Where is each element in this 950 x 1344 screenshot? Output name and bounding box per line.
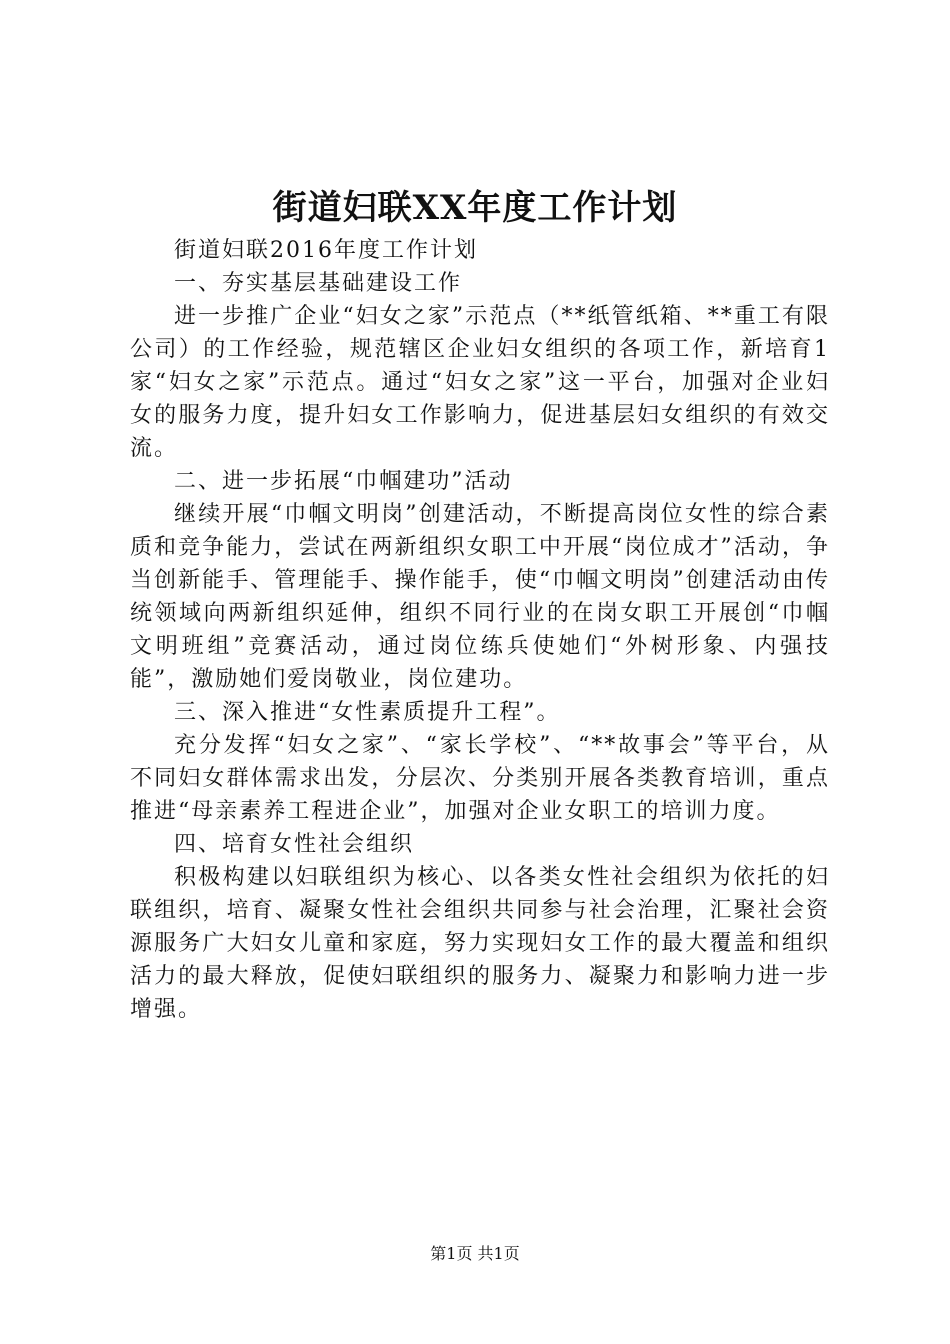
section-heading-4: 四、培育女性社会组织 xyxy=(174,832,415,857)
body-paragraph-4: 积极构建以妇联组织为核心、以各类女性社会组织为依托的妇联组织，培育、凝聚女性社会组织共同参与社会治理，汇聚社会资源服务广大妇女儿童和家庭，努力实现妇女工作的最大覆盖和组织活力的最大释放，促使妇联组织的服务力、凝聚力和影响力进一步增强。 xyxy=(130,865,830,1022)
section-heading-2: 二、进一步拓展“巾帼建功”活动 xyxy=(174,469,513,494)
page-number-footer: 第1页 共1页 xyxy=(430,1244,520,1263)
document-body xyxy=(130,234,830,1026)
section-heading-1: 一、夯实基层基础建设工作 xyxy=(174,271,463,296)
subtitle-paragraph: 街道妇联2016年度工作计划 xyxy=(174,238,478,263)
body-paragraph-2: 继续开展“巾帼文明岗”创建活动，不断提高岗位女性的综合素质和竞争能力，尝试在两新组织女职工中开展“岗位成才”活动，争当创新能手、管理能手、操作能手，使“巾帼文明岗”创建活动由传统领域向两新组织延伸，组织不同行业的在岗女职工开展创“巾帼文明班组”竞赛活动，通过岗位练兵使她们“外树形象、内强技能”，激励她们爱岗敬业，岗位建功。 xyxy=(130,502,830,692)
body-paragraph-1: 进一步推广企业“妇女之家”示范点（**纸管纸箱、**重工有限公司）的工作经验，规范辖区企业妇女组织的各项工作，新培育1家“妇女之家”示范点。通过“妇女之家”这一平台，加强对企业妇女的服务力度，提升妇女工作影响力，促进基层妇女组织的有效交流。 xyxy=(130,304,830,461)
page-title: 街道妇联XX年度工作计划 xyxy=(272,188,678,228)
section-heading-3: 三、深入推进“女性素质提升工程”。 xyxy=(174,700,561,725)
body-paragraph-3: 充分发挥“妇女之家”、“家长学校”、“**故事会”等平台，从不同妇女群体需求出发，分层次、分类别开展各类教育培训，重点推进“母亲素养工程进企业”，加强对企业女职工的培训力度。 xyxy=(130,733,830,824)
